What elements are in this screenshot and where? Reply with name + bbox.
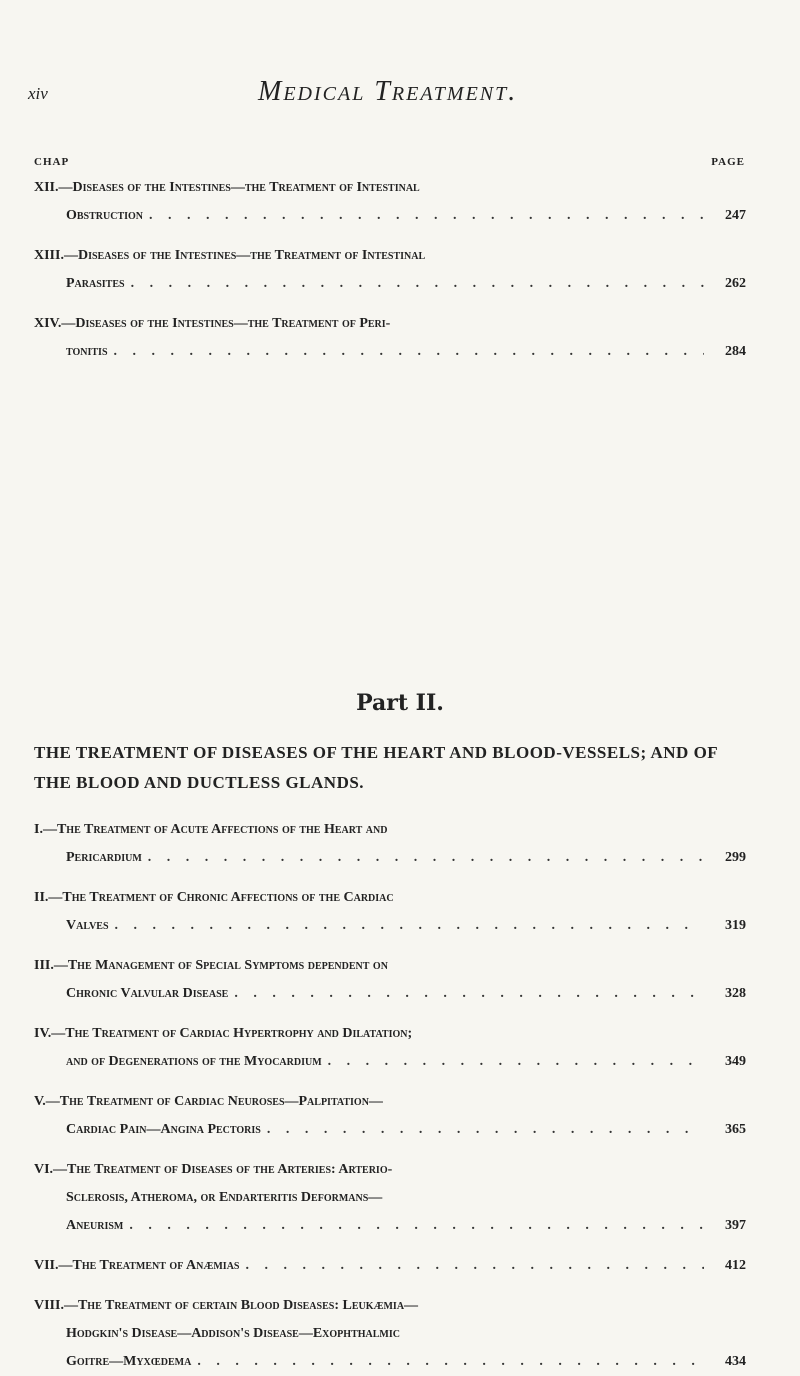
toc-entry-text: VIII.—The Treatment of certain Blood Diseases: Leukæmia—	[34, 1298, 419, 1313]
page-number: xiv	[28, 84, 48, 103]
part-title: Part II.	[356, 690, 444, 716]
toc-entry	[34, 1020, 746, 1076]
toc-entry	[34, 1252, 746, 1280]
toc-entry	[34, 1292, 746, 1376]
toc-entry-line	[34, 242, 746, 270]
page-header	[0, 76, 800, 126]
toc-entry-text: XIII.—Diseases of the Intestines—the Treatment of Intestinal	[34, 248, 426, 263]
toc-entry-line	[34, 1020, 746, 1048]
toc-entry-text: Pericardium	[66, 850, 142, 865]
toc-entry	[34, 1156, 746, 1240]
toc-entry-text: VII.—The Treatment of Anæmias	[34, 1258, 240, 1273]
toc-entry-text: Valves	[66, 918, 109, 933]
toc-entry-text: tonitis	[66, 344, 108, 359]
toc-entry-text: Chronic Valvular Disease	[66, 986, 229, 1001]
toc-entry-text: I.—The Treatment of Acute Affections of the Heart and	[34, 822, 388, 837]
toc-entry	[34, 310, 746, 366]
toc-entry-line	[34, 844, 746, 872]
toc-entry-line	[34, 980, 746, 1008]
toc-entry-text: Parasites	[66, 276, 125, 291]
toc-page-number: 247	[725, 208, 746, 223]
leader-dots	[149, 202, 704, 230]
leader-dots	[115, 912, 704, 940]
leader-dots	[129, 1212, 704, 1240]
leader-dots	[148, 844, 704, 872]
toc-entry-line	[34, 952, 746, 980]
toc-page-number: 434	[725, 1354, 746, 1369]
toc-entry-line	[34, 202, 746, 230]
leader-dots	[234, 980, 704, 1008]
toc-entry-line	[34, 174, 746, 202]
toc-entry	[34, 242, 746, 298]
toc-entry	[34, 952, 746, 1008]
toc-entry	[34, 816, 746, 872]
toc-page-number: 349	[725, 1054, 746, 1069]
toc-entry-text: and of Degenerations of the Myocardium	[66, 1054, 322, 1069]
toc-entry-line	[34, 270, 746, 298]
toc-entry-text: VI.—The Treatment of Diseases of the Arteries: Arterio-	[34, 1162, 393, 1177]
toc-entry-line	[34, 310, 746, 338]
toc-entry-line	[34, 912, 746, 940]
toc-entry-text: Cardiac Pain—Angina Pectoris	[66, 1122, 261, 1137]
toc-entry-text: Aneurism	[66, 1218, 124, 1233]
toc-page-number: 299	[725, 850, 746, 865]
page-column-head: PAGE	[711, 156, 745, 168]
toc-entry-line	[34, 338, 746, 366]
toc-entry-text: Hodgkin's Disease—Addison's Disease—Exophthalmic	[66, 1326, 400, 1341]
toc-entry-text: IV.—The Treatment of Cardiac Hypertrophy and Dilatation;	[34, 1026, 413, 1041]
toc-entry-text: XIV.—Diseases of the Intestines—the Treatment of Peri-	[34, 316, 391, 331]
toc-page-number: 365	[725, 1122, 746, 1137]
toc-entry-line	[34, 1348, 746, 1376]
leader-dots	[197, 1348, 704, 1376]
toc-entry-line	[34, 1116, 746, 1144]
toc-entry-line	[34, 1212, 746, 1240]
toc-entry-text: XII.—Diseases of the Intestines—the Treatment of Intestinal	[34, 180, 420, 195]
running-title: Medical Treatment.	[258, 76, 518, 107]
leader-dots	[114, 338, 704, 366]
leader-dots	[267, 1116, 704, 1144]
leader-dots	[131, 270, 704, 298]
leader-dots	[245, 1252, 704, 1280]
leader-dots	[328, 1048, 704, 1076]
toc-entry-line	[34, 1088, 746, 1116]
toc-entry-text: V.—The Treatment of Cardiac Neuroses—Palpitation—	[34, 1094, 383, 1109]
chapter-column-head: CHAP	[34, 156, 70, 168]
toc-entry-text: Sclerosis, Atheroma, or Endarteritis Deformans—	[66, 1190, 383, 1205]
toc-entry-text: III.—The Management of Special Symptoms dependent on	[34, 958, 388, 973]
toc-page-number: 412	[725, 1258, 746, 1273]
toc-entry	[34, 1088, 746, 1144]
toc-entry-line	[34, 1292, 746, 1320]
toc-entry-text: Goitre—Myxœdema	[66, 1354, 192, 1369]
toc-entry-line	[34, 1320, 746, 1348]
toc-entry-text: Obstruction	[66, 208, 144, 223]
part-heading: THE TREATMENT OF DISEASES OF THE HEART AND BLOOD-VESSELS; AND OF THE BLOOD AND DUCTLESS GLANDS.	[34, 743, 718, 792]
toc-entry	[34, 884, 746, 940]
toc-entry-line	[34, 1156, 746, 1184]
toc-entry-line	[34, 1048, 746, 1076]
toc-page-number: 328	[725, 986, 746, 1001]
toc-entry-line	[34, 884, 746, 912]
toc-entry-line	[34, 1252, 746, 1280]
toc-page-number: 397	[725, 1218, 746, 1233]
toc-page-number: 262	[725, 276, 746, 291]
toc-entry-line	[34, 1184, 746, 1212]
toc-page-number: 319	[725, 918, 746, 933]
toc-entry-text: II.—The Treatment of Chronic Affections of the Cardiac	[34, 890, 394, 905]
toc-entry	[34, 174, 746, 230]
toc-entry-line	[34, 816, 746, 844]
toc-page-number: 284	[725, 344, 746, 359]
